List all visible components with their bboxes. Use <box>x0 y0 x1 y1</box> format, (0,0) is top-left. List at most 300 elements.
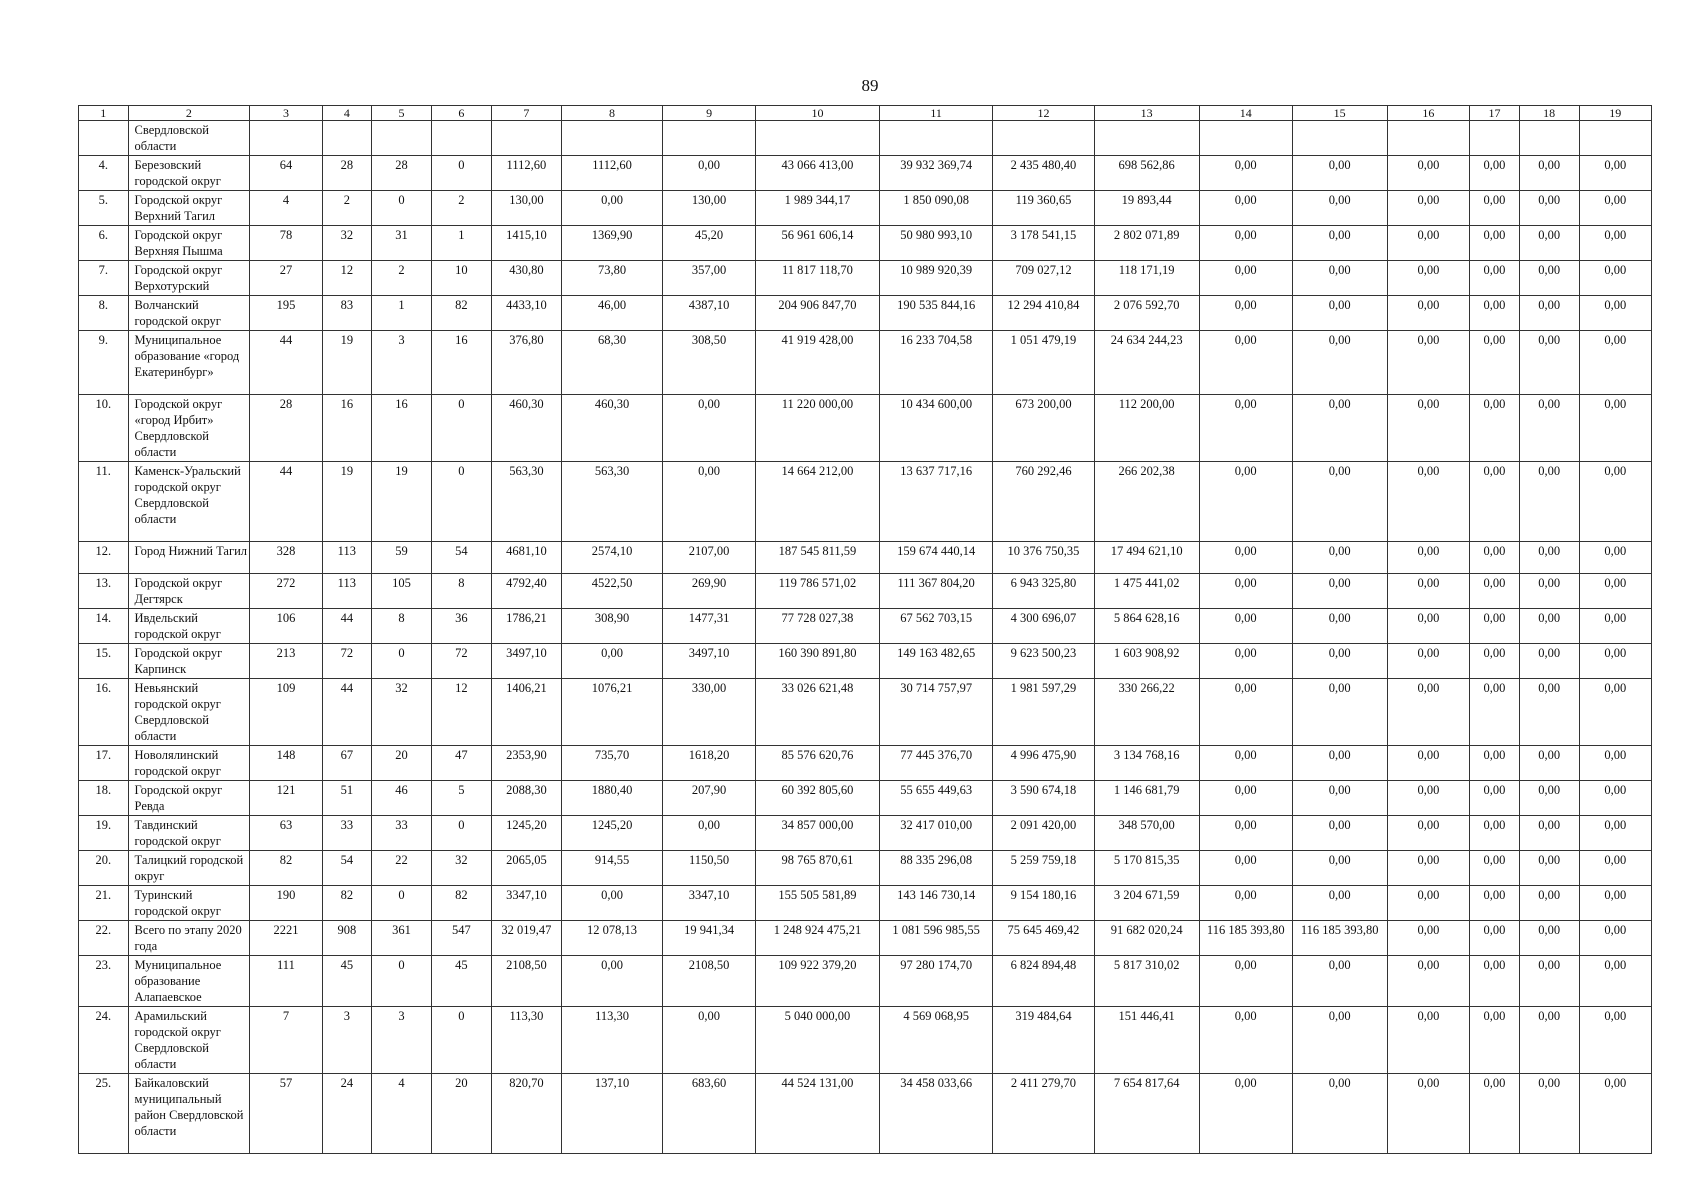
table-cell: 72 <box>431 644 491 679</box>
municipality-name-cell: Арамильский городской округ Свердловской области <box>128 1007 250 1074</box>
table-cell: 2 <box>322 191 372 226</box>
table-cell: 266 202,38 <box>1094 462 1199 542</box>
table-cell: 3 590 674,18 <box>993 781 1094 816</box>
table-row <box>79 679 1652 746</box>
header-row <box>79 106 1652 121</box>
table-cell: 0,00 <box>1470 609 1520 644</box>
table-cell: 0,00 <box>1579 956 1651 1007</box>
table-cell: 44 <box>250 462 322 542</box>
table-cell: 0,00 <box>1579 781 1651 816</box>
table-cell: 41 919 428,00 <box>756 331 880 395</box>
table-cell: 33 026 621,48 <box>756 679 880 746</box>
column-number-9: 9 <box>663 106 756 121</box>
table-cell: 24 <box>322 1074 372 1154</box>
table-cell: 19 941,34 <box>663 921 756 956</box>
table-cell: 0,00 <box>1292 1074 1387 1154</box>
table-row <box>79 746 1652 781</box>
table-cell: 1 981 597,29 <box>993 679 1094 746</box>
table-cell: 148 <box>250 746 322 781</box>
table-cell: 1880,40 <box>561 781 662 816</box>
table-cell: 0,00 <box>1579 1074 1651 1154</box>
column-number-6: 6 <box>431 106 491 121</box>
table-cell: 187 545 811,59 <box>756 542 880 574</box>
table-cell: 3 <box>372 331 432 395</box>
municipality-name-cell: Туринский городской округ <box>128 886 250 921</box>
table-cell: 57 <box>250 1074 322 1154</box>
table-cell: 32 <box>372 679 432 746</box>
column-number-7: 7 <box>491 106 561 121</box>
table-cell: 19 <box>322 331 372 395</box>
table-cell <box>1387 121 1470 156</box>
column-number-14: 14 <box>1199 106 1292 121</box>
table-cell: 0,00 <box>1387 331 1470 395</box>
table-cell: 0,00 <box>1519 1007 1579 1074</box>
table-cell: 563,30 <box>561 462 662 542</box>
table-cell <box>491 121 561 156</box>
table-cell: 1 248 924 475,21 <box>756 921 880 956</box>
table-cell: 82 <box>431 296 491 331</box>
table-cell: 2221 <box>250 921 322 956</box>
table-cell: 698 562,86 <box>1094 156 1199 191</box>
table-row <box>79 331 1652 395</box>
table-cell: 6. <box>79 226 129 261</box>
table-cell: 0,00 <box>1579 816 1651 851</box>
table-cell: 195 <box>250 296 322 331</box>
table-cell: 44 <box>250 331 322 395</box>
table-cell: 25. <box>79 1074 129 1154</box>
table-cell: 8 <box>372 609 432 644</box>
table-cell: 64 <box>250 156 322 191</box>
table-cell: 0,00 <box>1470 781 1520 816</box>
table-cell: 0,00 <box>1199 296 1292 331</box>
table-cell: 0,00 <box>561 644 662 679</box>
table-cell: 908 <box>322 921 372 956</box>
column-number-10: 10 <box>756 106 880 121</box>
table-cell: 39 932 369,74 <box>879 156 993 191</box>
table-row <box>79 609 1652 644</box>
table-cell: 0,00 <box>1579 609 1651 644</box>
municipality-name-cell: Тавдинский городской округ <box>128 816 250 851</box>
table-cell: 112 200,00 <box>1094 395 1199 462</box>
municipality-name-cell: Каменск-Уральский городской округ Свердловской области <box>128 462 250 542</box>
table-cell: 0,00 <box>663 816 756 851</box>
table-cell: 0,00 <box>1470 956 1520 1007</box>
table-cell <box>1292 121 1387 156</box>
table-cell: 0,00 <box>1470 226 1520 261</box>
table-cell: 21. <box>79 886 129 921</box>
table-cell: 12 078,13 <box>561 921 662 956</box>
column-number-8: 8 <box>561 106 662 121</box>
table-cell: 0,00 <box>1519 609 1579 644</box>
table-cell: 0,00 <box>1579 261 1651 296</box>
table-cell: 4522,50 <box>561 574 662 609</box>
table-row <box>79 644 1652 679</box>
table-cell: 45 <box>431 956 491 1007</box>
table-row <box>79 296 1652 331</box>
municipality-name-cell: Городской округ Дегтярск <box>128 574 250 609</box>
table-cell: 2065,05 <box>491 851 561 886</box>
table-cell: 0,00 <box>1292 609 1387 644</box>
table-cell: 0,00 <box>1519 156 1579 191</box>
table-cell: 105 <box>372 574 432 609</box>
table-cell: 0,00 <box>1470 542 1520 574</box>
table-cell: 1 989 344,17 <box>756 191 880 226</box>
municipality-name-cell: Городской округ Верхотурский <box>128 261 250 296</box>
table-cell: 116 185 393,80 <box>1292 921 1387 956</box>
column-number-13: 13 <box>1094 106 1199 121</box>
table-cell: 0,00 <box>1199 574 1292 609</box>
table-cell: 430,80 <box>491 261 561 296</box>
table-cell: 0,00 <box>1292 644 1387 679</box>
table-cell: 11 817 118,70 <box>756 261 880 296</box>
table-cell: 0,00 <box>1199 679 1292 746</box>
table-cell: 1076,21 <box>561 679 662 746</box>
table-cell: 0,00 <box>1519 851 1579 886</box>
column-number-12: 12 <box>993 106 1094 121</box>
page-number: 89 <box>861 76 879 95</box>
table-cell: 0,00 <box>1292 331 1387 395</box>
table-cell: 0,00 <box>1292 261 1387 296</box>
table-cell: 0,00 <box>1199 956 1292 1007</box>
table-cell: 113,30 <box>561 1007 662 1074</box>
table-cell: 47 <box>431 746 491 781</box>
table-cell: 67 <box>322 746 372 781</box>
table-cell: 44 524 131,00 <box>756 1074 880 1154</box>
table-cell: 1 <box>372 296 432 331</box>
table-cell: 4. <box>79 156 129 191</box>
table-cell: 33 <box>322 816 372 851</box>
table-cell: 4 <box>372 1074 432 1154</box>
table-cell: 13 637 717,16 <box>879 462 993 542</box>
table-cell: 5 040 000,00 <box>756 1007 880 1074</box>
table-cell: 0,00 <box>663 395 756 462</box>
column-number-17: 17 <box>1470 106 1520 121</box>
table-cell: 3 134 768,16 <box>1094 746 1199 781</box>
table-cell: 0 <box>372 644 432 679</box>
table-cell: 22. <box>79 921 129 956</box>
table-cell: 82 <box>250 851 322 886</box>
table-cell: 159 674 440,14 <box>879 542 993 574</box>
table-row <box>79 191 1652 226</box>
table-cell: 0,00 <box>1579 574 1651 609</box>
table-cell: 0,00 <box>663 462 756 542</box>
table-cell: 88 335 296,08 <box>879 851 993 886</box>
table-cell: 0,00 <box>1470 395 1520 462</box>
table-cell: 914,55 <box>561 851 662 886</box>
table-cell: 11 220 000,00 <box>756 395 880 462</box>
table-cell: 54 <box>322 851 372 886</box>
table-cell: 0,00 <box>1387 261 1470 296</box>
table-cell: 0 <box>431 462 491 542</box>
table-cell: 0,00 <box>1470 816 1520 851</box>
table-cell: 12. <box>79 542 129 574</box>
table-cell: 190 535 844,16 <box>879 296 993 331</box>
table-cell: 28 <box>250 395 322 462</box>
table-cell: 0,00 <box>1387 1074 1470 1154</box>
table-cell: 98 765 870,61 <box>756 851 880 886</box>
table-cell: 0,00 <box>1579 226 1651 261</box>
table-cell: 0,00 <box>1292 679 1387 746</box>
table-cell: 0,00 <box>1387 609 1470 644</box>
table-cell: 0,00 <box>1470 679 1520 746</box>
table-cell <box>1199 121 1292 156</box>
municipality-name-cell: Городской округ Верхняя Пышма <box>128 226 250 261</box>
table-cell <box>250 121 322 156</box>
table-cell: 0 <box>431 395 491 462</box>
table-cell: 10 <box>431 261 491 296</box>
table-cell: 137,10 <box>561 1074 662 1154</box>
table-cell: 0 <box>431 1007 491 1074</box>
table-cell: 10 434 600,00 <box>879 395 993 462</box>
table-cell: 97 280 174,70 <box>879 956 993 1007</box>
table-cell: 73,80 <box>561 261 662 296</box>
table-cell: 0,00 <box>1292 886 1387 921</box>
table-cell: 0,00 <box>1199 542 1292 574</box>
table-cell: 1406,21 <box>491 679 561 746</box>
table-cell <box>993 121 1094 156</box>
table-cell: 8 <box>431 574 491 609</box>
table-cell: 0,00 <box>1387 462 1470 542</box>
table-cell: 0,00 <box>1199 644 1292 679</box>
table-cell: 51 <box>322 781 372 816</box>
table-cell: 0,00 <box>1519 781 1579 816</box>
table-cell: 0,00 <box>1199 746 1292 781</box>
table-cell: 160 390 891,80 <box>756 644 880 679</box>
table-cell: 460,30 <box>491 395 561 462</box>
table-cell: 1 051 479,19 <box>993 331 1094 395</box>
table-cell: 0,00 <box>1199 886 1292 921</box>
table-cell: 28 <box>372 156 432 191</box>
table-cell: 28 <box>322 156 372 191</box>
table-cell: 32 <box>431 851 491 886</box>
table-cell: 0,00 <box>1579 746 1651 781</box>
table-cell: 46,00 <box>561 296 662 331</box>
table-cell: 0,00 <box>663 156 756 191</box>
table-cell: 0,00 <box>1199 462 1292 542</box>
municipality-name-cell: Невьянский городской округ Свердловской области <box>128 679 250 746</box>
table-cell: 56 961 606,14 <box>756 226 880 261</box>
table-cell: 308,90 <box>561 609 662 644</box>
table-cell: 20. <box>79 851 129 886</box>
table-cell: 16. <box>79 679 129 746</box>
table-cell: 3 204 671,59 <box>1094 886 1199 921</box>
table-cell: 0,00 <box>1579 542 1651 574</box>
table-cell: 1786,21 <box>491 609 561 644</box>
table-cell: 2107,00 <box>663 542 756 574</box>
table-cell: 319 484,64 <box>993 1007 1094 1074</box>
table-cell: 0,00 <box>1579 1007 1651 1074</box>
table-cell: 78 <box>250 226 322 261</box>
table-cell: 111 367 804,20 <box>879 574 993 609</box>
table-cell <box>879 121 993 156</box>
municipality-name-cell: Березовский городской округ <box>128 156 250 191</box>
table-cell: 0,00 <box>1579 462 1651 542</box>
table-cell: 0,00 <box>1387 644 1470 679</box>
table-cell: 63 <box>250 816 322 851</box>
table-cell: 1245,20 <box>561 816 662 851</box>
table-cell: 0,00 <box>1579 851 1651 886</box>
table-cell: 0,00 <box>1292 156 1387 191</box>
table-cell: 683,60 <box>663 1074 756 1154</box>
table-cell: 67 562 703,15 <box>879 609 993 644</box>
table-cell: 14. <box>79 609 129 644</box>
table-cell: 2 435 480,40 <box>993 156 1094 191</box>
table-cell: 20 <box>372 746 432 781</box>
table-cell: 0,00 <box>1199 261 1292 296</box>
table-cell: 17 494 621,10 <box>1094 542 1199 574</box>
table-cell: 82 <box>322 886 372 921</box>
table-cell: 83 <box>322 296 372 331</box>
table-cell <box>1094 121 1199 156</box>
table-cell: 9. <box>79 331 129 395</box>
column-number-16: 16 <box>1387 106 1470 121</box>
municipality-name-cell: Талицкий городской округ <box>128 851 250 886</box>
table-cell: 4681,10 <box>491 542 561 574</box>
table-cell: 0,00 <box>1579 156 1651 191</box>
table-cell: 0,00 <box>1470 886 1520 921</box>
table-cell: 0,00 <box>663 1007 756 1074</box>
table-cell: 0,00 <box>1199 226 1292 261</box>
table-cell: 16 <box>372 395 432 462</box>
municipality-name-cell: Новолялинский городской округ <box>128 746 250 781</box>
table-cell: 113,30 <box>491 1007 561 1074</box>
table-row <box>79 886 1652 921</box>
table-cell: 330 266,22 <box>1094 679 1199 746</box>
table-cell: 2574,10 <box>561 542 662 574</box>
table-cell: 22 <box>372 851 432 886</box>
table-cell: 7 <box>250 1007 322 1074</box>
table-cell: 4 569 068,95 <box>879 1007 993 1074</box>
table-cell: 1 081 596 985,55 <box>879 921 993 956</box>
table-cell: 1150,50 <box>663 851 756 886</box>
table-cell: 109 <box>250 679 322 746</box>
table-cell: 0,00 <box>1387 679 1470 746</box>
table-cell: 357,00 <box>663 261 756 296</box>
table-cell: 0 <box>431 816 491 851</box>
table-cell: 2353,90 <box>491 746 561 781</box>
table-cell: 760 292,46 <box>993 462 1094 542</box>
table-cell: 11. <box>79 462 129 542</box>
table-cell: 0,00 <box>1292 574 1387 609</box>
table-cell: 0,00 <box>1519 886 1579 921</box>
table-cell: 1 850 090,08 <box>879 191 993 226</box>
table-cell: 6 824 894,48 <box>993 956 1094 1007</box>
table-cell: 14 664 212,00 <box>756 462 880 542</box>
table-cell: 0,00 <box>1579 331 1651 395</box>
table-row <box>79 574 1652 609</box>
table-cell: 204 906 847,70 <box>756 296 880 331</box>
table-cell: 43 066 413,00 <box>756 156 880 191</box>
table-cell: 0 <box>372 886 432 921</box>
table-cell: 91 682 020,24 <box>1094 921 1199 956</box>
table-row <box>79 956 1652 1007</box>
table-cell: 23. <box>79 956 129 1007</box>
table-cell: 3497,10 <box>491 644 561 679</box>
table-cell: 119 786 571,02 <box>756 574 880 609</box>
table-cell: 0,00 <box>1292 1007 1387 1074</box>
table-cell: 328 <box>250 542 322 574</box>
table-cell: 0,00 <box>1470 156 1520 191</box>
municipality-name-cell: Муниципальное образование Алапаевское <box>128 956 250 1007</box>
table-cell: 207,90 <box>663 781 756 816</box>
table-cell: 0,00 <box>1387 956 1470 1007</box>
table-cell: 1 475 441,02 <box>1094 574 1199 609</box>
table-cell: 109 922 379,20 <box>756 956 880 1007</box>
table-cell: 2088,30 <box>491 781 561 816</box>
table-cell: 2 <box>431 191 491 226</box>
table-cell: 0,00 <box>1387 746 1470 781</box>
table-cell <box>561 121 662 156</box>
table-cell: 0,00 <box>1470 462 1520 542</box>
table-cell: 0,00 <box>1387 816 1470 851</box>
table-cell: 0,00 <box>1292 296 1387 331</box>
table-cell: 0 <box>372 191 432 226</box>
table-cell: 3 <box>372 1007 432 1074</box>
table-cell: 5 864 628,16 <box>1094 609 1199 644</box>
table-cell: 1415,10 <box>491 226 561 261</box>
table-cell: 75 645 469,42 <box>993 921 1094 956</box>
table-cell: 82 <box>431 886 491 921</box>
table-cell: 1 603 908,92 <box>1094 644 1199 679</box>
table-cell: 34 458 033,66 <box>879 1074 993 1154</box>
table-cell: 45 <box>322 956 372 1007</box>
table-cell: 116 185 393,80 <box>1199 921 1292 956</box>
table-cell: 45,20 <box>663 226 756 261</box>
table-cell: 0,00 <box>1387 1007 1470 1074</box>
table-cell: 0,00 <box>1199 156 1292 191</box>
table-cell: 0,00 <box>1579 644 1651 679</box>
table-cell: 30 714 757,97 <box>879 679 993 746</box>
table-cell: 33 <box>372 816 432 851</box>
table-cell: 151 446,41 <box>1094 1007 1199 1074</box>
table-cell: 60 392 805,60 <box>756 781 880 816</box>
table-cell: 0,00 <box>1292 462 1387 542</box>
table-cell: 16 <box>431 331 491 395</box>
table-cell <box>1579 121 1651 156</box>
table-cell: 16 233 704,58 <box>879 331 993 395</box>
table-cell: 7. <box>79 261 129 296</box>
table-cell: 32 <box>322 226 372 261</box>
table-cell: 0,00 <box>561 886 662 921</box>
table-cell: 0,00 <box>1199 395 1292 462</box>
column-number-5: 5 <box>372 106 432 121</box>
municipality-name-cell: Свердловской области <box>128 121 250 156</box>
table-cell: 0,00 <box>1519 1074 1579 1154</box>
table-cell: 5. <box>79 191 129 226</box>
column-number-4: 4 <box>322 106 372 121</box>
table-cell: 155 505 581,89 <box>756 886 880 921</box>
column-number-11: 11 <box>879 106 993 121</box>
table-cell: 68,30 <box>561 331 662 395</box>
table-cell: 0,00 <box>1470 261 1520 296</box>
table-row <box>79 816 1652 851</box>
table-row <box>79 226 1652 261</box>
municipality-name-cell: Ивдельский городской округ <box>128 609 250 644</box>
table-cell: 44 <box>322 679 372 746</box>
table-cell: 77 445 376,70 <box>879 746 993 781</box>
table-row <box>79 261 1652 296</box>
table-cell: 0,00 <box>1470 574 1520 609</box>
table-cell <box>1519 121 1579 156</box>
table-cell: 0,00 <box>1387 781 1470 816</box>
table-cell: 2108,50 <box>663 956 756 1007</box>
municipality-name-cell: Городской округ Верхний Тагил <box>128 191 250 226</box>
table-cell: 10 376 750,35 <box>993 542 1094 574</box>
table-cell: 0,00 <box>1199 609 1292 644</box>
table-cell: 0 <box>431 156 491 191</box>
table-cell: 0,00 <box>1470 921 1520 956</box>
table-cell: 19 <box>372 462 432 542</box>
